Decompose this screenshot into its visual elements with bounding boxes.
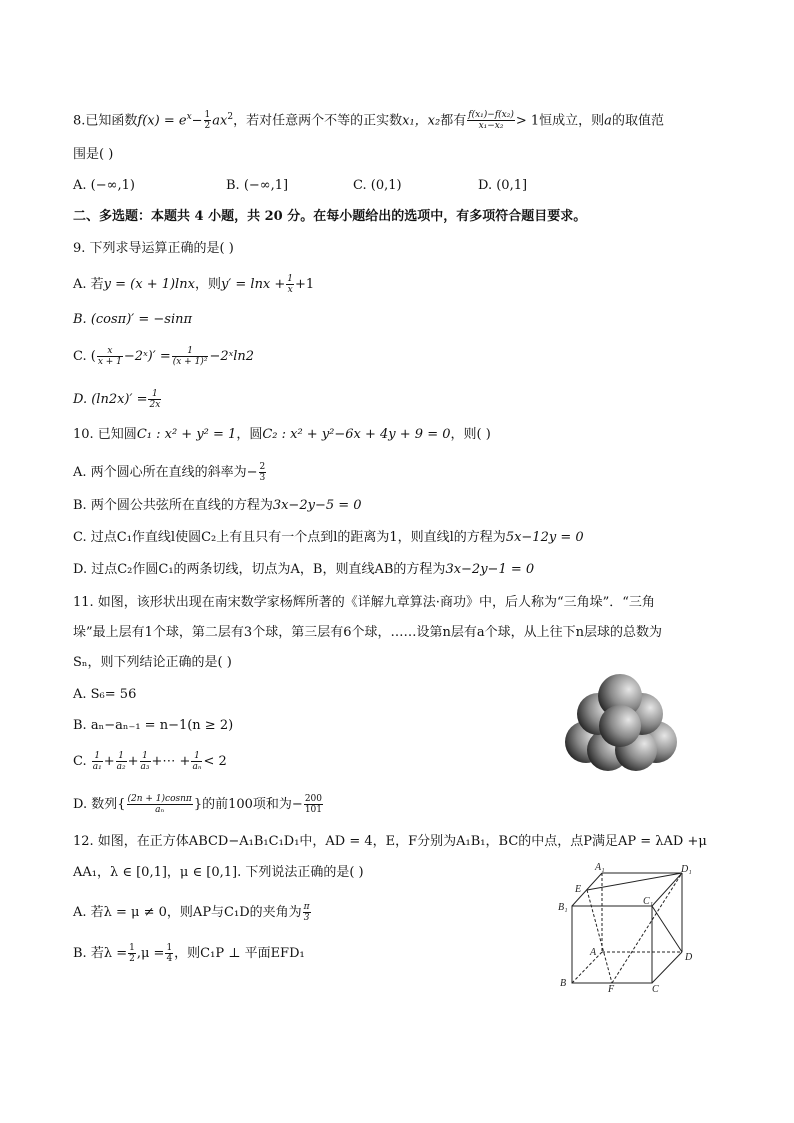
frac-num: x [97, 346, 123, 357]
q8-func-tail: ax [212, 113, 228, 129]
q10-option-c [73, 529, 584, 547]
q11-d-pre: D. 数列{ [73, 797, 126, 812]
frac-den: x₁−x₂ [478, 121, 504, 132]
cube-hidden-edge [587, 890, 612, 983]
cube-front-face [572, 906, 652, 983]
cube-hidden-edge [612, 873, 682, 983]
frac-num: f(x₁)−f(x₂) [468, 110, 514, 121]
q11-d-mid: }的前100项和为− [193, 797, 303, 812]
q9-d-pre: D. (ln2x)′ = [73, 392, 148, 407]
label-f: F [608, 984, 615, 995]
q11-option-d [73, 794, 324, 815]
q10-b-pre: B. 两个圆公共弦所在直线的方程为 [73, 498, 273, 513]
q9-a-fraction [286, 274, 294, 295]
label-b1: B₁ [558, 902, 568, 913]
q8-line2: 围是( ) [73, 147, 114, 162]
q9-c-mid: −2ˣ)′ = [123, 349, 171, 364]
q8-func-tail-sup: 2 [227, 112, 234, 122]
q11-c-term2 [116, 751, 127, 772]
q11-line3: Sₙ，则下列结论正确的是( ) [73, 655, 232, 670]
q12-option-a [73, 902, 312, 923]
q12-b-tail: ，则C₁P ⊥ 平面EFD₁ [174, 946, 305, 961]
q9-option-c [73, 346, 254, 367]
ball [599, 705, 641, 747]
q9-a-tail: +1 [295, 277, 315, 292]
q9-option-a [73, 274, 314, 295]
cube-edge [652, 952, 682, 983]
frac-num: 1 [172, 346, 209, 357]
frac-den: (x + 1)² [172, 357, 208, 367]
frac-den: aₙ [192, 762, 202, 772]
q11-c-termn [191, 751, 202, 772]
label-e: E [575, 884, 582, 895]
q8-option-a: A. (−∞,1) [73, 178, 135, 193]
section-heading: 二、多选题：本题共 4 小题，共 20 分。在每小题给出的选项中，有多项符合题目要求。 [73, 209, 587, 224]
cube-figure [555, 860, 705, 995]
label-d1: D₁ [681, 864, 692, 875]
q12-b-fraction2 [165, 943, 173, 964]
frac-num: 1 [129, 943, 135, 953]
q10-d-expr: 3x−2y−1 = 0 [445, 562, 535, 577]
label-d: D [685, 952, 693, 963]
q9-c-tail: −2ˣln2 [209, 349, 255, 364]
q12-b-fraction1 [128, 943, 136, 964]
frac-den: a₁ [92, 762, 102, 772]
q11-d-fraction [127, 794, 193, 815]
frac-den: 2 [129, 954, 135, 964]
frac-num: 1 [191, 751, 202, 762]
q10-d-text: D. 过点C₂作圆C₁的两条切线，切点为A，B，则直线AB的方程为 [73, 562, 446, 577]
q11-c-term3 [140, 751, 151, 772]
q11-option-c: C. $\frac{1}{\text{a₁}}$ + $\frac{1}{\text{a₂}}$ + $\frac{1}{\text{a₃}}$ +⋯ + $\frac{1}{\text{aₙ}}$ < 2 [73, 751, 227, 772]
q10-option-a [73, 462, 267, 483]
frac-num: 1 [166, 943, 173, 953]
q11-option-a: A. S₆= 56 [73, 687, 137, 702]
frac-num: 1 [287, 274, 294, 284]
q12-a-fraction [303, 902, 311, 923]
frac-num: 1 [148, 389, 161, 400]
q10-end: ，则( ) [450, 427, 491, 442]
label-a: A [590, 947, 597, 958]
q8-minus: − [191, 113, 203, 129]
q9-a-pre: A. 若 [73, 277, 104, 292]
q10-c2: C₂ : x² + y²−6x + 4y + 9 = 0 [262, 427, 451, 442]
label-b: B [560, 978, 567, 989]
frac-den: a₂ [116, 762, 126, 772]
q8-text-mid: ，若对任意两个不等的正实数 [233, 113, 403, 129]
q10-mid: ，圆 [236, 427, 263, 442]
q8-half-fraction [204, 110, 212, 131]
frac-num: 1 [140, 751, 151, 762]
frac-den: x [287, 285, 293, 295]
q8-option-b: B. (−∞,1] [226, 178, 289, 193]
frac-num: 200 [304, 794, 322, 804]
label-a1: A₁ [595, 862, 605, 873]
q12-a-pre: A. 若λ = μ ≠ 0，则AP与C₁D的夹角为 [73, 905, 302, 920]
q8-text-end: 恒成立，则 [539, 113, 605, 129]
frac-num: 1 [116, 751, 127, 762]
q11-c-term1 [92, 751, 103, 772]
frac-num: (2n + 1)cosnπ [127, 794, 192, 804]
q10-c-text: C. 过点C₁作直线l使圆C₂上有且只有一个点到l的距离为1，则直线l的方程为 [73, 530, 506, 545]
q9-option-d [73, 389, 162, 410]
q8-text-du: 都有 [440, 113, 467, 129]
q10-option-b [73, 497, 362, 515]
q10-a-fraction [259, 462, 267, 483]
frac-den: aₙ [155, 805, 165, 815]
q12-line1: 12. 如图，在正方体ABCD−A₁B₁C₁D₁中，AD = 4，E，F分别为A₁B₁，BC的中点，点P满足AP = λAD +μ [73, 834, 707, 849]
cube-segment-ed1 [587, 873, 682, 890]
q8-func: f(x) = e [137, 113, 187, 129]
q8-option-d: D. (0,1] [478, 178, 528, 193]
q8-x1x2: x₁，x₂ [402, 113, 441, 129]
cube-segment-c1d [652, 906, 682, 952]
q8-a: a [604, 113, 612, 129]
q9-stem: 9. 下列求导运算正确的是( ) [73, 241, 234, 256]
q8-text-end2: 的取值范 [611, 113, 664, 129]
frac-den: 4 [166, 954, 173, 964]
q8-ratio-fraction [467, 110, 515, 131]
frac-den: 2 [204, 121, 211, 132]
frac-den: a₃ [140, 762, 150, 772]
frac-den: 2x [149, 400, 161, 410]
q11-c-tail: < 2 [203, 754, 227, 769]
q8-ineq: > 1 [515, 113, 540, 129]
q11-line2: 垛”最上层有1个球，第二层有3个球，第三层有6个球，……设第n层有a个球，从上往下n层球的总数为 [73, 625, 662, 640]
q10-c-expr: 5x−12y = 0 [505, 530, 584, 545]
q8-option-c: C. (0,1) [353, 178, 402, 193]
frac-num: 1 [92, 751, 103, 762]
q10-a-pre: A. 两个圆心所在直线的斜率为− [73, 465, 258, 480]
frac-den: 3 [259, 473, 266, 483]
q9-c-fraction2 [172, 346, 209, 367]
frac-den: x + 1 [97, 357, 122, 367]
q8-number: 8. [73, 113, 86, 129]
frac-num: 2 [259, 462, 266, 472]
q8-text: 已知函数 [85, 113, 138, 129]
frac-num: 1 [204, 110, 211, 121]
ball-pyramid-figure [560, 668, 680, 778]
q10-b-expr: 3x−2y−5 = 0 [272, 498, 362, 513]
frac-den: 3 [303, 913, 310, 923]
q9-a-mid: ，则 [194, 277, 221, 292]
q12-option-b [73, 943, 305, 964]
q9-c-fraction1 [97, 346, 123, 367]
q11-line1: 11. 如图，该形状出现在南宋数学家杨辉所著的《详解九章算法·商功》中，后人称为“三角垛”．“三角 [73, 595, 655, 610]
q9-c-pre: C. ( [73, 349, 96, 364]
q12-b-mid: ,μ = [136, 946, 165, 961]
q10-c1: C₁ : x² + y² = 1 [136, 427, 237, 442]
q9-option-b: B. (cosπ)′ = −sinπ [73, 312, 193, 327]
q8-line1 [73, 108, 664, 131]
q11-option-b: B. aₙ−aₙ₋₁ = n−1(n ≥ 2) [73, 718, 234, 733]
q10-option-d [73, 561, 534, 579]
cube-hidden-edge [572, 952, 602, 983]
label-c: C [652, 984, 659, 995]
q8-func-sup: x [186, 112, 192, 122]
label-c1: C₁ [643, 896, 654, 907]
frac-num: π [303, 902, 310, 912]
q11-d-fraction2 [304, 794, 323, 815]
q11-c-pre: C. [73, 754, 87, 769]
q10-stem [73, 426, 491, 444]
q9-a-expr1: y = (x + 1)lnx [103, 277, 195, 292]
q9-a-expr2: y′ = lnx + [220, 277, 286, 292]
q12-b-pre: B. 若λ = [73, 946, 128, 961]
q12-line2: AA₁，λ ∈ [0,1]，μ ∈ [0,1]. 下列说法正确的是( ) [73, 865, 364, 880]
q10-pre: 10. 已知圆 [73, 427, 137, 442]
frac-den: 101 [304, 805, 322, 815]
q9-d-fraction [148, 389, 161, 410]
